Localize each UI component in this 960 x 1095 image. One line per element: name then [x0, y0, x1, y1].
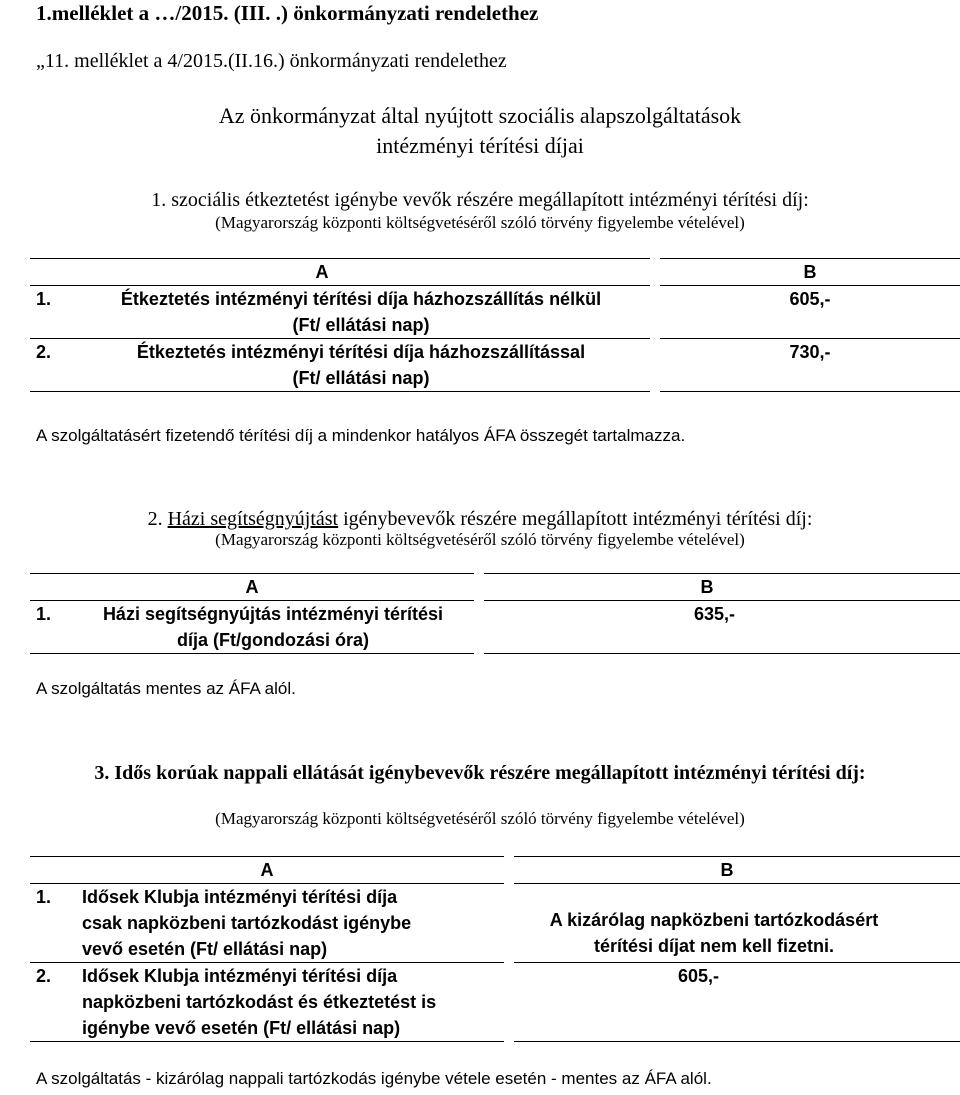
- row-value: A kizárólag napközbeni tartózkodásért térítési díjat nem kell fizetni.: [514, 884, 960, 963]
- section2-note: A szolgáltatás mentes az ÁFA alól.: [36, 679, 296, 698]
- row-number: 1.: [30, 601, 72, 654]
- section3-subtitle: (Magyarország központi költségvetéséről szóló törvény figyelembe vételével): [215, 809, 745, 828]
- row-label: Étkeztetés intézményi térítési díja házhozszállítással (Ft/ ellátási nap): [72, 339, 650, 392]
- row-number: 1.: [30, 884, 72, 963]
- row-number: 2.: [30, 963, 72, 1042]
- row-number: 2.: [30, 339, 72, 392]
- column-b-header: B: [484, 574, 960, 601]
- section2-title-number: 2.: [147, 508, 168, 530]
- row-value: 635,-: [484, 601, 960, 654]
- table-row: [30, 601, 960, 654]
- column-b-header: B: [660, 259, 960, 286]
- row-number: 1.: [30, 286, 72, 339]
- table-row: [30, 286, 960, 339]
- column-a-header: A: [30, 574, 474, 601]
- section2-table: [30, 573, 960, 654]
- section2-title: [0, 506, 960, 532]
- row-value: 605,-: [514, 963, 960, 1042]
- column-b-header: B: [514, 857, 960, 884]
- row-value: 730,-: [660, 339, 960, 392]
- document-title: Az önkormányzat által nyújtott szociális alapszolgáltatások intézményi térítési díjai: [218, 103, 742, 158]
- row-value: 605,-: [660, 286, 960, 339]
- section2-title-underlined: Házi segítségnyújtást: [167, 508, 339, 530]
- table-header-row: [30, 259, 960, 286]
- row-label: Idősek Klubja intézményi térítési díja csak napközbeni tartózkodást igénybe vevő esetén (Ft/ ellátási nap): [72, 884, 504, 963]
- row-label: Étkeztetés intézményi térítési díja házhozszállítás nélkül (Ft/ ellátási nap): [72, 286, 650, 339]
- row-label: Idősek Klubja intézményi térítési díja napközbeni tartózkodást és étkeztetést is igénybe vevő esetén (Ft/ ellátási nap): [72, 963, 504, 1042]
- section1-subtitle: (Magyarország központi költségvetéséről szóló törvény figyelembe vételével): [215, 213, 745, 232]
- section2-subtitle: (Magyarország központi költségvetéséről szóló törvény figyelembe vételével): [215, 530, 745, 549]
- row-label: Házi segítségnyújtás intézményi térítési díja (Ft/gondozási óra): [72, 601, 474, 654]
- section1-title: 1. szociális étkeztetést igénybe vevők részére megállapított intézményi térítési díj:: [151, 189, 809, 211]
- table-row: [30, 884, 960, 963]
- section1-table: [30, 258, 960, 392]
- column-a-header: A: [30, 857, 504, 884]
- annex-reference: „11. melléklet a 4/2015.(II.16.) önkormányzati rendelethez: [36, 50, 507, 72]
- column-a-header: A: [30, 259, 650, 286]
- table-row: [30, 339, 960, 392]
- table-header-row: [30, 574, 960, 601]
- table-header-row: [30, 857, 960, 884]
- section2-title-rest: igénybevevők részére megállapított intézményi térítési díj:: [338, 508, 813, 530]
- section3-table: [30, 856, 960, 1042]
- section3-note: A szolgáltatás - kizárólag nappali tartózkodás igénybe vétele esetén - mentes az ÁFA alól.: [36, 1069, 712, 1088]
- section1-note: A szolgáltatásért fizetendő térítési díj a mindenkor hatályos ÁFA összegét tartalmazza.: [36, 426, 686, 445]
- annex-header: 1.melléklet a …/2015. (III. .) önkormányzati rendelethez: [36, 1, 539, 25]
- section3-title: 3. Idős korúak nappali ellátását igénybevevők részére megállapított intézményi térítési díj:: [94, 762, 866, 784]
- table-row: [30, 963, 960, 1042]
